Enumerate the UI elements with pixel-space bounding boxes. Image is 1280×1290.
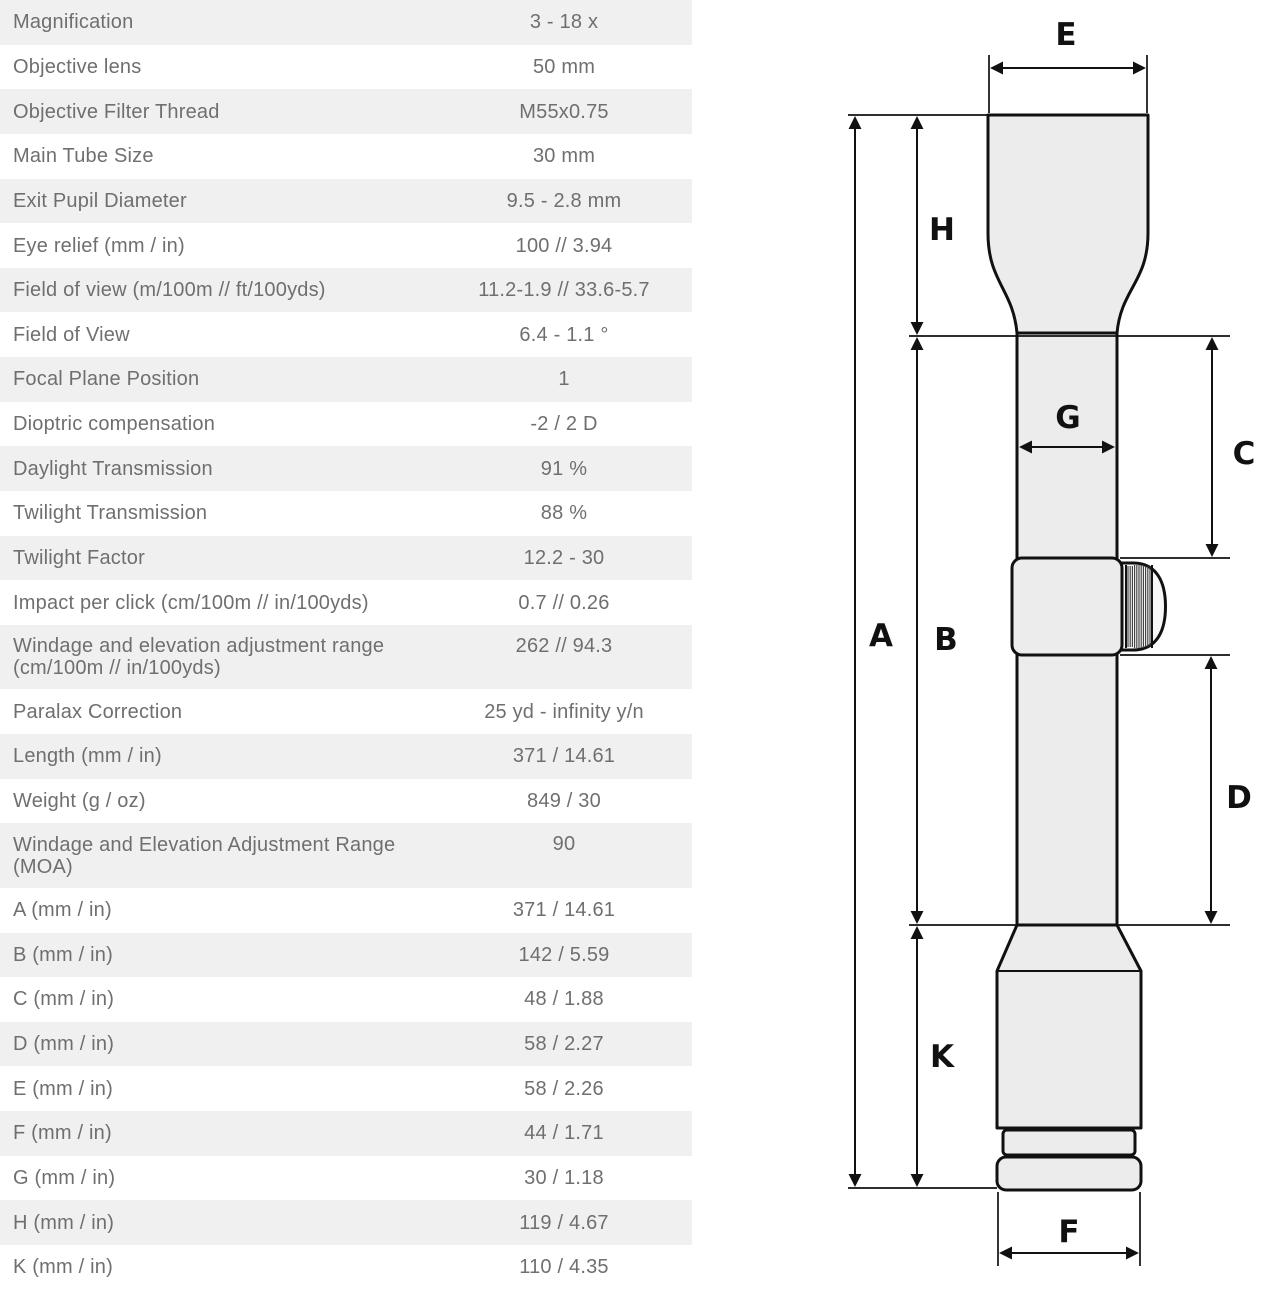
- scope-drawing: [988, 115, 1166, 1190]
- table-row: [0, 1022, 692, 1067]
- table-row: [0, 580, 692, 625]
- spec-value: -2 / 2 D: [530, 413, 598, 436]
- objective-bell: [997, 925, 1141, 1128]
- table-row: [0, 1111, 692, 1156]
- spec-value: 90: [552, 833, 576, 856]
- spec-label: Field of View: [13, 323, 130, 346]
- spec-value: 58 / 2.26: [524, 1077, 604, 1100]
- table-row: [0, 491, 692, 536]
- spec-value: 6.4 - 1.1 °: [519, 323, 609, 346]
- spec-value: 119 / 4.67: [519, 1211, 609, 1234]
- objective-end-cap: [997, 1157, 1141, 1190]
- spec-value: 262 // 94.3: [515, 634, 613, 657]
- spec-label: Magnification: [13, 11, 134, 34]
- spec-label: Paralax Correction: [13, 700, 183, 723]
- spec-label: E (mm / in): [13, 1077, 113, 1100]
- spec-label: Windage and Elevation Adjustment Range (MOA): [13, 833, 396, 878]
- spec-value: 9.5 - 2.8 mm: [506, 189, 622, 212]
- spec-value: 58 / 2.27: [524, 1033, 604, 1056]
- turret-housing: [1012, 558, 1122, 655]
- spec-label: Windage and elevation adjustment range (cm/100m // in/100yds): [13, 635, 385, 680]
- spec-label: Exit Pupil Diameter: [13, 189, 187, 212]
- spec-label: Main Tube Size: [13, 145, 154, 168]
- table-row: [0, 402, 692, 447]
- table-row: [0, 1200, 692, 1245]
- spec-value: 1: [558, 368, 570, 391]
- table-row: [0, 1066, 692, 1111]
- spec-label: D (mm / in): [13, 1033, 115, 1056]
- spec-label: Focal Plane Position: [13, 368, 200, 391]
- spec-label: Impact per click (cm/100m // in/100yds): [13, 591, 369, 614]
- table-row: [0, 734, 692, 779]
- dim-label-G: G: [1055, 400, 1081, 436]
- spec-value: 12.2 - 30: [523, 547, 605, 569]
- spec-value: 3 - 18 x: [529, 11, 599, 34]
- table-row: [0, 179, 692, 224]
- spec-value: 11.2-1.9 // 33.6-5.7: [478, 279, 650, 302]
- table-row: [0, 689, 692, 734]
- spec-value: 849 / 30: [527, 790, 601, 813]
- spec-value: 50 mm: [532, 55, 596, 78]
- dim-label-A: A: [869, 618, 893, 654]
- spec-label: Daylight Transmission: [13, 457, 213, 480]
- spec-value: 44 / 1.71: [524, 1122, 604, 1145]
- table-row: [0, 888, 692, 933]
- spec-label: Objective Filter Thread: [13, 100, 220, 123]
- spec-label: Eye relief (mm / in): [13, 234, 185, 257]
- spec-label: Twilight Factor: [13, 547, 145, 569]
- spec-value: 100 // 3.94: [515, 234, 613, 257]
- dim-label-B: B: [934, 622, 958, 658]
- scope-dimension-diagram: [820, 0, 1280, 1280]
- spec-label: F (mm / in): [13, 1122, 112, 1145]
- table-row: [0, 268, 692, 313]
- spec-label: Objective lens: [13, 55, 142, 78]
- dim-label-C: C: [1232, 436, 1256, 472]
- table-row: [0, 134, 692, 179]
- table-row: [0, 446, 692, 491]
- table-row: [0, 536, 692, 581]
- table-row: [0, 625, 692, 690]
- dim-label-H: H: [929, 212, 955, 248]
- dim-label-F: F: [1058, 1214, 1080, 1250]
- spec-label: A (mm / in): [13, 899, 112, 922]
- dim-label-K: K: [929, 1039, 955, 1075]
- spec-label: C (mm / in): [13, 988, 115, 1011]
- spec-label: Length (mm / in): [13, 745, 162, 768]
- ocular-bell: [988, 115, 1148, 333]
- spec-value: 371 / 14.61: [512, 745, 616, 768]
- table-row: [0, 1245, 692, 1290]
- dim-label-D: D: [1226, 780, 1252, 816]
- table-row: [0, 312, 692, 357]
- spec-value: 142 / 5.59: [518, 943, 610, 966]
- table-row: [0, 977, 692, 1022]
- spec-value: 371 / 14.61: [512, 899, 616, 922]
- spec-label: Field of view (m/100m // ft/100yds): [13, 279, 326, 302]
- spec-value: 30 / 1.18: [524, 1167, 604, 1190]
- spec-label: K (mm / in): [13, 1256, 113, 1279]
- spec-label: H (mm / in): [13, 1211, 115, 1234]
- table-row: [0, 357, 692, 402]
- table-row: [0, 45, 692, 90]
- spec-value: 0.7 // 0.26: [518, 591, 610, 614]
- objective-ring: [1003, 1130, 1135, 1155]
- spec-label: Dioptric compensation: [13, 413, 216, 436]
- spec-value: M55x0.75: [519, 100, 609, 123]
- spec-value: 25 yd - infinity y/n: [484, 700, 644, 723]
- spec-value: 91 %: [540, 457, 588, 480]
- table-row: [0, 1156, 692, 1201]
- table-row: [0, 223, 692, 268]
- spec-label: Weight (g / oz): [13, 790, 146, 813]
- table-row: [0, 823, 692, 888]
- spec-value: 30 mm: [532, 145, 596, 168]
- spec-label: Twilight Transmission: [13, 502, 208, 525]
- spec-value: 88 %: [540, 502, 588, 525]
- spec-value: 110 / 4.35: [519, 1256, 609, 1279]
- spec-label: B (mm / in): [13, 943, 113, 966]
- dim-label-E: E: [1055, 17, 1077, 53]
- spec-value: 48 / 1.88: [524, 988, 604, 1011]
- spec-label: G (mm / in): [13, 1167, 116, 1190]
- table-row: [0, 779, 692, 824]
- table-row: [0, 933, 692, 978]
- table-row: [0, 89, 692, 134]
- table-row: [0, 0, 692, 45]
